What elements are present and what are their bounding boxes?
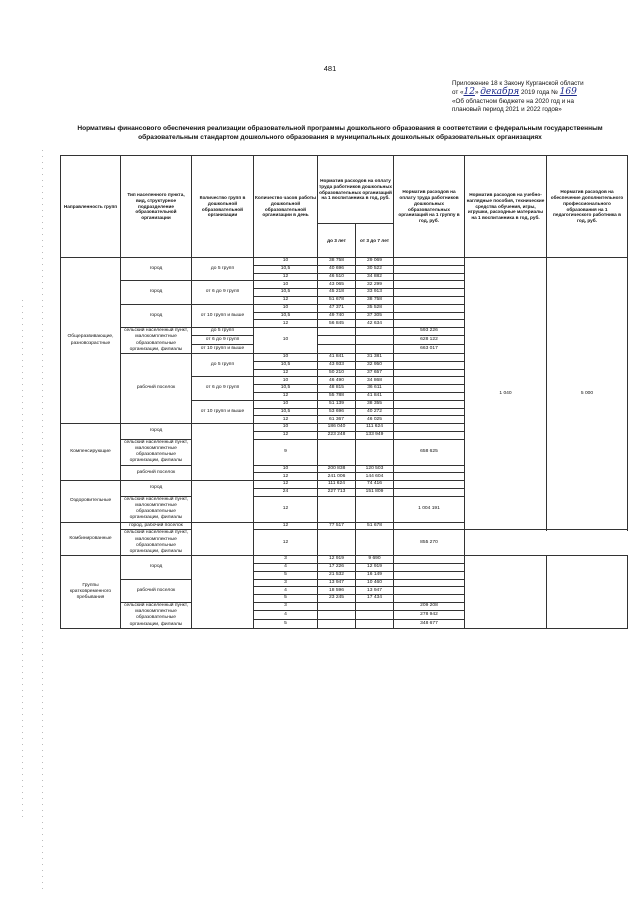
table-cell: до 5 групп [192,353,254,376]
table-cell [394,556,465,564]
table-cell: 10,5 [254,408,318,416]
table-cell: 209 208 [394,602,465,610]
table-cell: 111 624 [318,481,356,489]
table-cell: 46 025 [356,416,394,424]
table-cell [394,361,465,369]
table-cell [356,530,394,556]
table-cell: Общеразвивающие, разновозрастные [61,258,121,424]
table-cell: 5 [254,619,318,628]
header-settlement: Тип населенного пункта, вид, структурное подразделение образовательной организации [121,156,192,258]
table-cell: город [121,481,192,497]
table-cell: 10 [254,465,318,473]
header-hours: Количество часов работы дошкольной образовательной организации в день [254,156,318,258]
table-cell: 36 611 [356,385,394,393]
document-title: Нормативы финансового обеспечения реализации образовательной программы дошкольного образования в соответствии с федеральным государственным образовательным стандартом дошкольного образования в муниципальных дошкольных образовательных организациях [77,125,603,141]
table-cell: 348 677 [394,619,465,628]
table-cell: 12 [254,473,318,481]
table-cell: 32 950 [356,361,394,369]
norms-table [60,155,628,629]
table-cell: 628 122 [394,335,465,344]
table-cell: 10 [254,304,318,312]
table-cell: 48 815 [318,385,356,393]
table-cell [465,556,547,629]
table-cell: 56 845 [318,320,356,328]
table-cell: 120 503 [356,465,394,473]
table-cell: 10 [254,281,318,289]
table-cell: до 5 групп [192,258,254,281]
scan-margin-line [42,150,43,890]
table-cell: Комбинированные [61,522,121,556]
table-cell: сельский населенный пункт, малокомплектные образовательные организации, филиалы [121,496,192,522]
table-cell: город [121,556,192,579]
table-cell: 5 000 [547,258,628,530]
table-cell [356,619,394,628]
table-cell [394,563,465,571]
table-cell: от 10 групп и выше [192,344,254,353]
table-cell: Оздоровительные [61,481,121,522]
table-cell [394,265,465,273]
table-cell [394,408,465,416]
table-cell [318,496,356,522]
table-cell: до 5 групп [192,328,254,336]
table-cell: от 10 групп и выше [192,304,254,327]
scan-margin-line [22,300,23,820]
table-cell [394,571,465,579]
table-cell: 12 [254,392,318,400]
table-cell: город [121,281,192,304]
table-cell: 41 841 [356,392,394,400]
table-cell: 10 [254,400,318,408]
table-cell: 10 [254,353,318,361]
table-cell: 38 758 [318,258,356,266]
table-cell: рабочий поселок [121,579,192,602]
table-cell: 45 218 [318,289,356,297]
table-cell: 37 305 [356,312,394,320]
table-cell: 10 460 [356,579,394,587]
table-cell: 51 678 [356,522,394,530]
table-cell: 186 040 [318,424,356,432]
table-cell: 13 947 [356,587,394,595]
table-cell: 38 758 [356,296,394,304]
table-cell [394,465,465,473]
table-cell [394,392,465,400]
table-cell [192,481,254,522]
table-cell [394,385,465,393]
table-cell: 133 949 [356,431,394,439]
table-cell [394,312,465,320]
table-cell: 12 [254,496,318,522]
table-cell: рабочий поселок [121,465,192,481]
table-cell: 151 809 [356,488,394,496]
table-cell [318,602,356,610]
table-cell: 241 006 [318,473,356,481]
table-cell: 10 [254,328,318,354]
table-cell: 593 226 [394,328,465,336]
table-cell: 5 [254,595,318,603]
table-cell [394,481,465,489]
table-cell: 12 [254,431,318,439]
table-cell: рабочий поселок [121,353,192,423]
table-cell [192,556,254,629]
table-cell [318,344,356,353]
appendix-date-prefix: от « [452,89,464,97]
table-cell: 30 522 [356,265,394,273]
table-header [61,156,628,258]
header-age-under-3: до 3 лет [318,224,356,258]
header-salary-per-child: Норматив расходов на оплату труда работников дошкольных образовательных организаций на 1 воспитанника в год, руб. [318,156,394,224]
table-cell: 10,5 [254,312,318,320]
table-cell [356,496,394,522]
table-cell [394,473,465,481]
table-cell [394,289,465,297]
page-number: 481 [323,64,337,73]
table-cell: 23 245 [318,595,356,603]
table-cell: от 6 до 9 групп [192,335,254,344]
table-cell: 46 490 [318,377,356,385]
table-cell [394,400,465,408]
table-cell: 111 624 [356,424,394,432]
table-cell: 21 532 [318,571,356,579]
table-cell [394,353,465,361]
table-cell: 1 040 [465,258,547,530]
table-cell [394,369,465,377]
table-cell [356,610,394,619]
table-cell [394,281,465,289]
appendix-line-2 [452,88,627,97]
table-cell [394,595,465,603]
table-cell: 12 [254,320,318,328]
table-cell: 12 [254,416,318,424]
header-materials: Норматив расходов на учебно-наглядные пособия, технические средства обучения, игры, игрушки, расходные материалы на 1 воспитанника в год, руб. [465,156,547,258]
table-cell [192,424,254,481]
table-cell: 3 [254,602,318,610]
handwritten-day: 12 [463,87,475,98]
table-cell: 5 [254,571,318,579]
handwritten-month: декабря [480,87,520,98]
table-cell: 9 690 [356,556,394,564]
table-cell [318,530,356,556]
table-cell: 40 272 [356,408,394,416]
table-cell: 24 [254,488,318,496]
table-cell: 51 678 [318,296,356,304]
table-cell: сельский населенный пункт, малокомплектные образовательные организации, филиалы [121,602,192,628]
table-cell: город [121,304,192,327]
table-cell: 12 [254,369,318,377]
table-cell: город [121,258,192,281]
table-cell: сельский населенный пункт, малокомплектные образовательные организации, филиалы [121,328,192,354]
table-cell [394,431,465,439]
table-cell: 10 [254,424,318,432]
table-cell: 42 634 [356,320,394,328]
table-cell [394,488,465,496]
table-cell: 4 [254,610,318,619]
table-cell: город, рабочий поселок [121,522,192,530]
table-cell [394,579,465,587]
table-cell: 10,5 [254,265,318,273]
table-cell [394,424,465,432]
table-cell [356,328,394,336]
table-cell: 43 933 [318,361,356,369]
appendix-date-mid: » [474,89,479,97]
table-cell: 1 004 191 [394,496,465,522]
table-cell: 53 696 [318,408,356,416]
table-cell: 12 919 [356,563,394,571]
table-cell [356,602,394,610]
table-cell: 200 838 [318,465,356,473]
table-cell [192,522,254,556]
table-cell: 12 [254,481,318,489]
table-cell: 32 299 [356,281,394,289]
table-cell [356,439,394,465]
table-cell: 34 868 [356,377,394,385]
table-cell: 50 210 [318,369,356,377]
table-cell: 37 657 [356,369,394,377]
table-cell: город [121,424,192,440]
table-cell: 17 434 [356,595,394,603]
table-cell: Группы кратковременного пребывания [61,556,121,629]
table-cell: 43 065 [318,281,356,289]
table-cell: 77 517 [318,522,356,530]
table-cell [394,273,465,281]
table-cell: от 10 групп и выше [192,400,254,423]
table-cell: 46 510 [318,273,356,281]
table-cell: 663 017 [394,344,465,353]
table-cell: 17 226 [318,563,356,571]
table-cell: 61 367 [318,416,356,424]
table-cell: от 6 до 9 групп [192,377,254,400]
table-cell: 227 713 [318,488,356,496]
table-cell [318,328,356,336]
table-cell: 12 919 [318,556,356,564]
table-cell: 10 [254,377,318,385]
table-cell: от 6 до 9 групп [192,281,254,304]
table-cell: Компенсирующие [61,424,121,481]
handwritten-number: 169 [559,87,577,98]
table-cell: 49 740 [318,312,356,320]
table-cell: 144 604 [356,473,394,481]
table-cell [394,522,465,530]
table-cell: сельский населенный пункт, малокомплектные образовательные организации, филиалы [121,530,192,556]
table-body [61,258,628,629]
appendix-line-3: «Об областном бюджете на 2020 год и на [452,97,574,105]
table-cell: 55 788 [318,392,356,400]
table-cell: 3 [254,579,318,587]
table-cell: 34 882 [356,273,394,281]
table-cell [356,335,394,344]
table-cell: 41 841 [318,353,356,361]
table-cell: 13 947 [318,579,356,587]
table-cell: 47 371 [318,304,356,312]
table-cell: сельский населенный пункт, малокомплектные образовательные организации, филиалы [121,439,192,465]
table-cell: 223 248 [318,431,356,439]
header-group-count: Количество групп в дошкольной образовательной организации [192,156,254,258]
table-cell [394,416,465,424]
table-cell: 10,5 [254,385,318,393]
table-cell [394,377,465,385]
table-cell: 10,5 [254,361,318,369]
table-cell: 278 942 [394,610,465,619]
table-cell: 51 139 [318,400,356,408]
table-cell: 12 [254,296,318,304]
table-cell [394,320,465,328]
appendix-line-4: плановый период 2021 и 2022 годов» [452,106,562,114]
table-cell [394,587,465,595]
table-cell: 33 913 [356,289,394,297]
table-cell: 12 [254,522,318,530]
table-cell [318,335,356,344]
header-training: Норматив расходов на обеспечение дополнительного профессионального образования на 1 педагогического работника в год, руб. [547,156,628,258]
table-cell: 658 625 [394,439,465,465]
table-cell: 38 355 [356,400,394,408]
table-cell [356,344,394,353]
table-cell: 35 528 [356,304,394,312]
table-cell: 18 596 [318,587,356,595]
table-cell: 31 381 [356,353,394,361]
table-cell: 12 [254,273,318,281]
table-cell [318,439,356,465]
table-cell: 12 [254,530,318,556]
table-row [61,556,628,564]
table-cell: 10 [254,258,318,266]
table-cell [318,610,356,619]
table-cell: 4 [254,587,318,595]
appendix-line-1: Приложение 18 к Закону Курганской области [452,80,584,87]
table-row [61,258,628,266]
table-cell [547,556,628,629]
table-cell: 74 416 [356,481,394,489]
table-cell: 3 [254,556,318,564]
table-cell: 10,5 [254,289,318,297]
table-cell: 4 [254,563,318,571]
table-cell: 855 270 [394,530,465,556]
table-cell [394,304,465,312]
table-cell: 40 696 [318,265,356,273]
table-cell [318,619,356,628]
table-cell: 29 069 [356,258,394,266]
appendix-year: 2019 года № [520,89,558,97]
appendix-note [452,80,627,115]
header-salary-per-group: Норматив расходов на оплату труда работников дошкольных образовательных организаций на 1 группу в год, руб. [394,156,465,258]
table-cell: 16 149 [356,571,394,579]
table-cell [394,258,465,266]
header-direction: Направленность групп [61,156,121,258]
table-cell [394,296,465,304]
header-age-3-to-7: от 3 до 7 лет [356,224,394,258]
table-cell: 9 [254,439,318,465]
